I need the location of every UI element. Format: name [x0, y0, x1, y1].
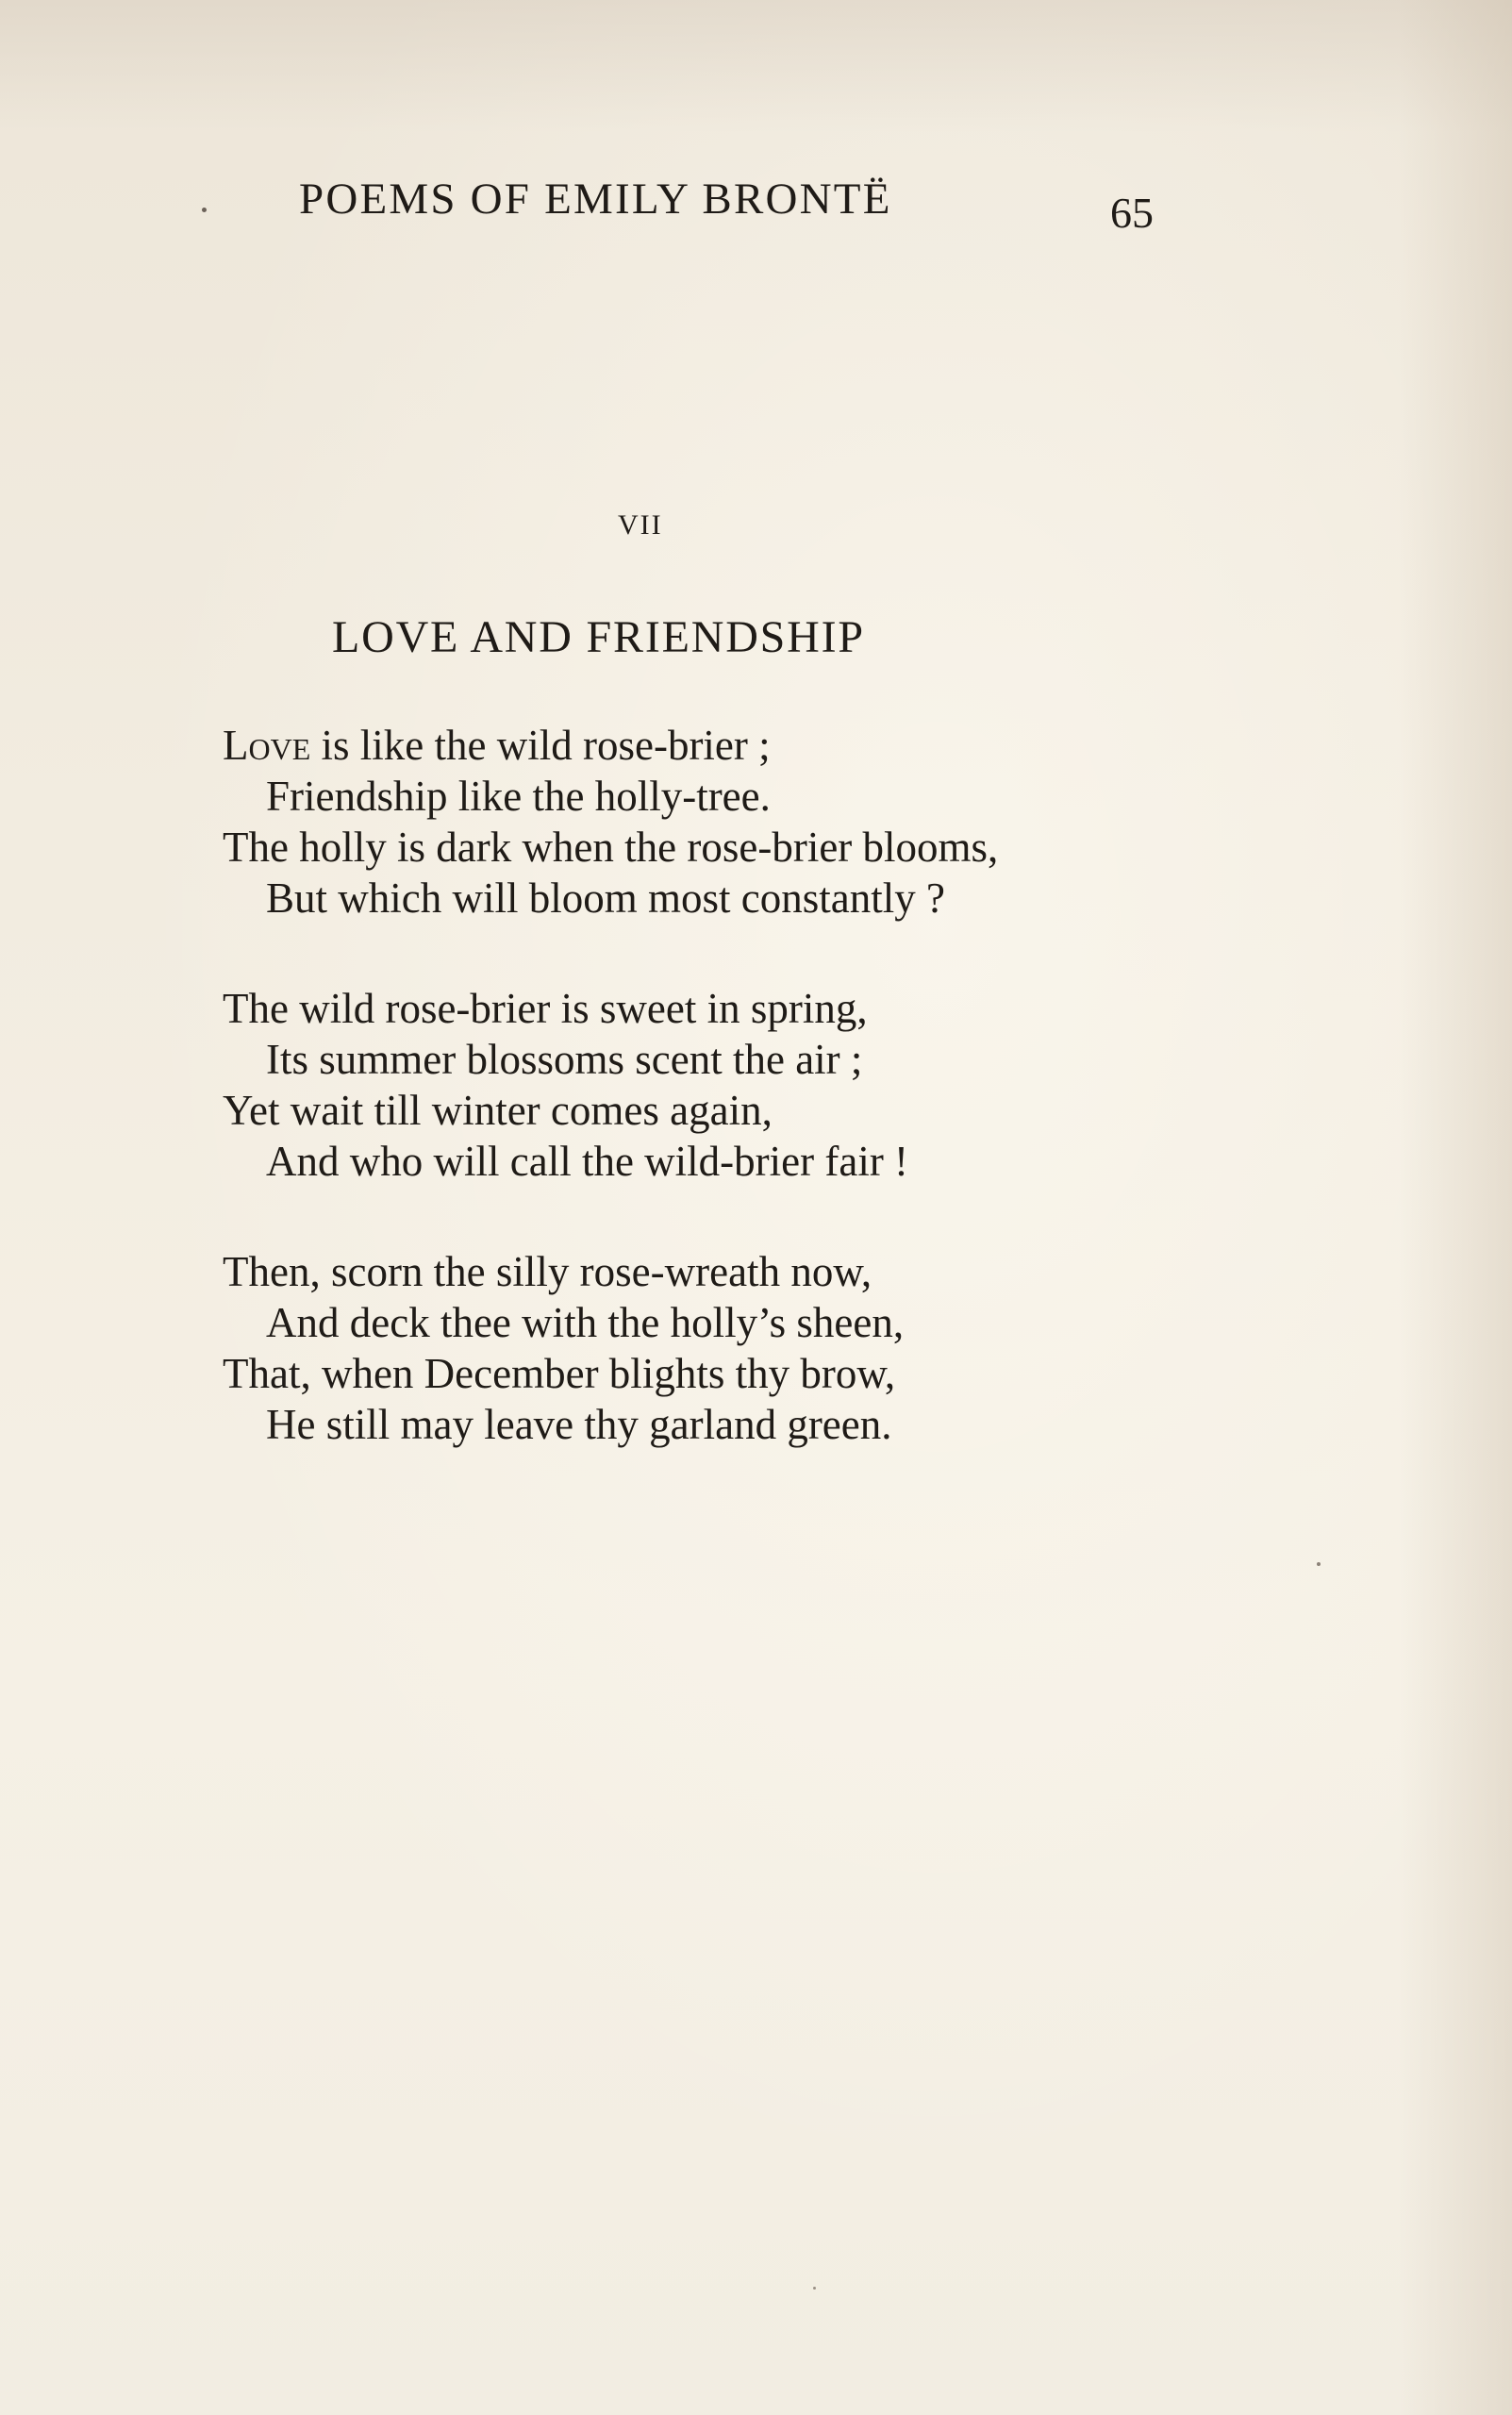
page-edge-shading [1399, 0, 1512, 2415]
stanza-2 [223, 983, 998, 1187]
print-speck [202, 208, 207, 212]
print-speck [1317, 1562, 1321, 1566]
poem-line: That, when December blights thy brow, [223, 1350, 896, 1397]
poem-body [223, 720, 998, 1509]
poem-line: And deck thee with the holly’s sheen, [266, 1299, 905, 1346]
poem-line: He still may leave thy garland green. [266, 1401, 892, 1448]
poem-line-text: is like the wild rose-brier ; [310, 722, 771, 769]
section-number: VII [618, 509, 663, 541]
poem-line: But which will bloom most constantly ? [266, 874, 945, 922]
stanza-1 [223, 720, 998, 924]
poem-line: And who will call the wild-brier fair ! [266, 1138, 909, 1185]
poem-line: The wild rose-brier is sweet in spring, [223, 985, 868, 1032]
poem-line: The holly is dark when the rose-brier blooms, [223, 824, 999, 871]
poem-title: LOVE AND FRIENDSHIP [332, 612, 865, 662]
stanza-3 [223, 1246, 998, 1450]
print-speck [813, 2287, 816, 2290]
running-head: POEMS OF EMILY BRONTË [299, 175, 892, 224]
poem-line: Its summer blossoms scent the air ; [266, 1036, 863, 1083]
poem-line: Then, scorn the silly rose-wreath now, [223, 1248, 872, 1295]
page-number: 65 [1110, 189, 1154, 237]
page-top-shading [0, 0, 1512, 132]
poem-line [223, 720, 998, 771]
poem-line: Friendship like the holly-tree. [266, 773, 771, 820]
first-word: Love [223, 722, 311, 769]
poem-line: Yet wait till winter comes again, [223, 1087, 773, 1134]
